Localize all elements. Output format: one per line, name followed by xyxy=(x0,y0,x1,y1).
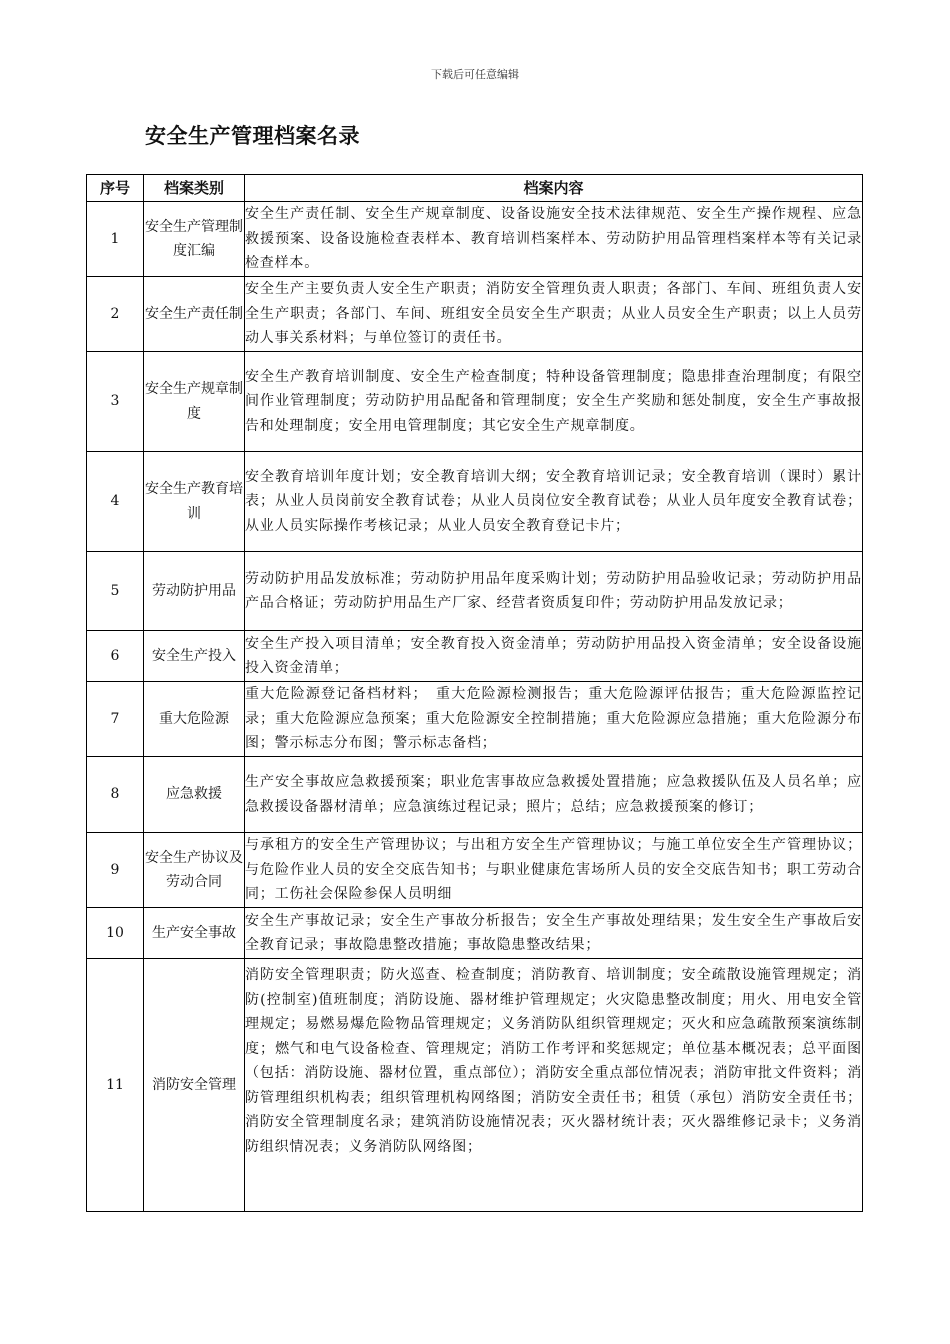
table-row xyxy=(87,352,863,452)
header-note: 下载后可任意编辑 xyxy=(431,68,519,81)
row-content: 安全生产教育培训制度、安全生产检查制度；特种设备管理制度；隐患排查治理制度；有限空间作业管理制度；劳动防护用品配备和管理制度；安全生产奖励和惩处制度，安全生产事故报告和处理制度；安全用电管理制度；其它安全生产规章制度。 xyxy=(245,352,863,452)
row-content: 安全生产投入项目清单；安全教育投入资金清单；劳动防护用品投入资金清单；安全设备设施投入资金清单； xyxy=(245,631,863,682)
row-content: 安全教育培训年度计划；安全教育培训大纲；安全教育培训记录；安全教育培训（课时）累计表；从业人员岗前安全教育试卷；从业人员岗位安全教育试卷；从业人员年度安全教育试卷；从业人员实际操作考核记录；从业人员安全教育登记卡片； xyxy=(245,452,863,552)
row-category: 安全生产责任制 xyxy=(144,277,245,352)
table-row xyxy=(87,202,863,277)
row-category: 安全生产教育培训 xyxy=(144,452,245,552)
row-content: 与承租方的安全生产管理协议；与出租方安全生产管理协议；与施工单位安全生产管理协议；与危险作业人员的安全交底告知书；与职业健康危害场所人员的安全交底告知书；职工劳动合同；工伤社会保险参保人员明细 xyxy=(245,833,863,908)
row-number: 5 xyxy=(87,552,144,631)
row-category: 劳动防护用品 xyxy=(144,552,245,631)
document-title: 安全生产管理档案名录 xyxy=(145,124,360,148)
table-row xyxy=(87,552,863,631)
table-row xyxy=(87,908,863,959)
row-number: 1 xyxy=(87,202,144,277)
header-number: 序号 xyxy=(87,175,144,202)
row-number: 11 xyxy=(87,959,144,1212)
table-row xyxy=(87,631,863,682)
row-category: 消防安全管理 xyxy=(144,959,245,1212)
row-number: 8 xyxy=(87,757,144,833)
row-number: 4 xyxy=(87,452,144,552)
row-content: 安全生产主要负责人安全生产职责；消防安全管理负责人职责；各部门、车间、班组负责人安全生产职责；各部门、车间、班组安全员安全生产职责；从业人员安全生产职责；以上人员劳动人事关系材料；与单位签订的责任书。 xyxy=(245,277,863,352)
row-number: 9 xyxy=(87,833,144,908)
row-category: 安全生产管理制度汇编 xyxy=(144,202,245,277)
table-row xyxy=(87,959,863,1212)
row-content: 重大危险源登记备档材料； 重大危险源检测报告；重大危险源评估报告；重大危险源监控记录；重大危险源应急预案；重大危险源安全控制措施；重大危险源应急措施；重大危险源分布图；警示标志分布图；警示标志备档； xyxy=(245,682,863,757)
header-content: 档案内容 xyxy=(245,175,863,202)
row-content: 安全生产事故记录；安全生产事故分析报告；安全生产事故处理结果；发生安全生产事故后安全教育记录；事故隐患整改措施；事故隐患整改结果； xyxy=(245,908,863,959)
row-number: 10 xyxy=(87,908,144,959)
table-row xyxy=(87,452,863,552)
row-category: 应急救援 xyxy=(144,757,245,833)
header-category: 档案类别 xyxy=(144,175,245,202)
row-content: 劳动防护用品发放标准；劳动防护用品年度采购计划；劳动防护用品验收记录；劳动防护用品产品合格证；劳动防护用品生产厂家、经营者资质复印件；劳动防护用品发放记录； xyxy=(245,552,863,631)
table-header-row xyxy=(87,175,863,202)
table-row xyxy=(87,757,863,833)
table-row xyxy=(87,833,863,908)
row-content: 消防安全管理职责；防火巡查、检查制度；消防教育、培训制度；安全疏散设施管理规定；消防(控制室)值班制度；消防设施、器材维护管理规定；火灾隐患整改制度；用火、用电安全管理规定；易燃易爆危险物品管理规定；义务消防队组织管理规定；灭火和应急疏散预案演练制度；燃气和电气设备检查、管理规定；消防工作考评和奖惩规定；单位基本概况表；总平面图（包括：消防设施、器材位置，重点部位）；消防安全重点部位情况表；消防审批文件资料；消防管理组织机构表；组织管理机构网络图；消防安全责任书；租赁（承包）消防安全责任书；消防安全管理制度名录；建筑消防设施情况表；灭火器材统计表；灭火器维修记录卡；义务消防组织情况表；义务消防队网络图； xyxy=(245,959,863,1212)
row-number: 6 xyxy=(87,631,144,682)
row-category: 安全生产投入 xyxy=(144,631,245,682)
row-content: 安全生产责任制、安全生产规章制度、设备设施安全技术法律规范、安全生产操作规程、应急救援预案、设备设施检查表样本、教育培训档案样本、劳动防护用品管理档案样本等有关记录检查样本。 xyxy=(245,202,863,277)
archive-registry-table xyxy=(86,174,863,1212)
row-number: 7 xyxy=(87,682,144,757)
row-category: 安全生产规章制度 xyxy=(144,352,245,452)
row-category: 生产安全事故 xyxy=(144,908,245,959)
row-category: 安全生产协议及劳动合同 xyxy=(144,833,245,908)
row-number: 2 xyxy=(87,277,144,352)
row-content: 生产安全事故应急救援预案；职业危害事故应急救援处置措施；应急救援队伍及人员名单；应急救援设备器材清单；应急演练过程记录；照片；总结；应急救援预案的修订； xyxy=(245,757,863,833)
row-number: 3 xyxy=(87,352,144,452)
row-category: 重大危险源 xyxy=(144,682,245,757)
table-row xyxy=(87,682,863,757)
table-row xyxy=(87,277,863,352)
